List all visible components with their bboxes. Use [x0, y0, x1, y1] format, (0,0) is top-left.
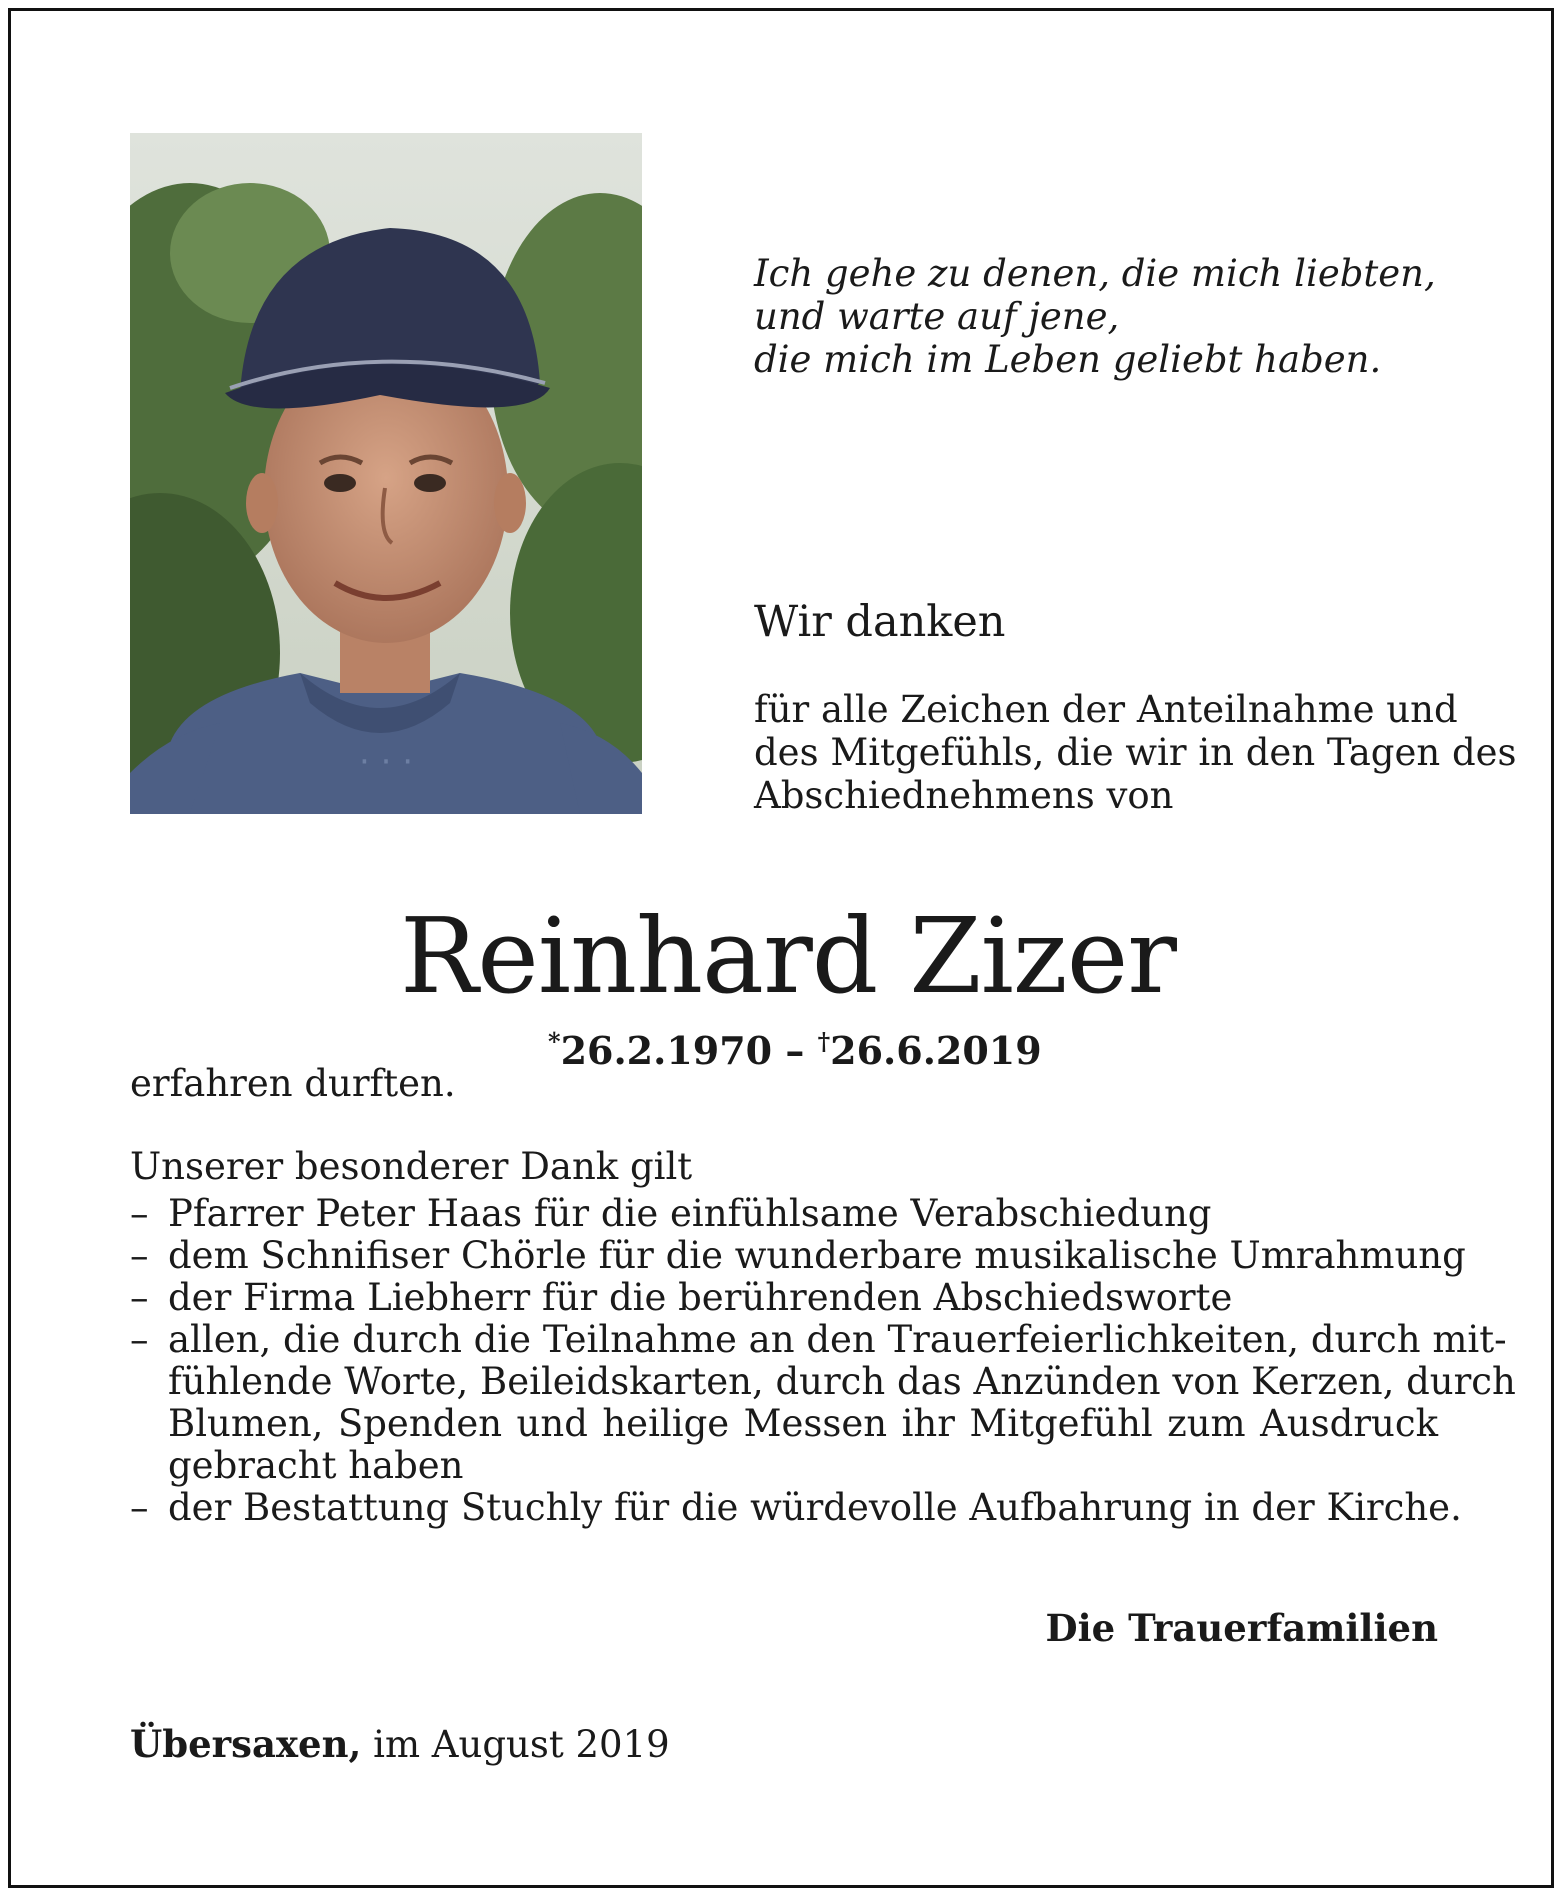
- dash-bullet: –: [130, 1318, 149, 1361]
- list-item-line: Pfarrer Peter Haas für die einfühlsame Verabschiedung: [168, 1192, 1212, 1235]
- poem: [754, 252, 1436, 381]
- thanks-body-line: des Mitgefühls, die wir in den Tagen des: [754, 731, 1517, 774]
- poem-line: und warte auf jene,: [754, 295, 1120, 338]
- special-thanks-intro: Unserer besonderer Dank gilt: [130, 1145, 693, 1188]
- special-thanks-list: [130, 1192, 1516, 1529]
- list-item-line: der Bestattung Stuchly für die würdevolle Aufbahrung in der Kirche.: [168, 1486, 1462, 1529]
- deceased-name: Reinhard Zizer: [399, 895, 1176, 1017]
- thanks-body: [754, 688, 1517, 817]
- list-item-line: allen, die durch die Teilnahme an den Trauerfeierlichkeiten, durch mit-: [168, 1318, 1507, 1361]
- dash-bullet: –: [130, 1486, 149, 1529]
- portrait-photo: [130, 133, 642, 814]
- list-item-line: der Firma Liebherr für die berührenden Abschiedsworte: [168, 1276, 1233, 1319]
- thanks-body-line: Abschiednehmens von: [754, 774, 1174, 817]
- life-dates: [548, 1020, 1042, 1073]
- place: Übersaxen,: [130, 1722, 362, 1766]
- poem-line: Ich gehe zu denen, die mich liebten,: [754, 252, 1436, 295]
- list-item-line: fühlende Worte, Beileidskarten, durch das Anzünden von Kerzen, durch: [168, 1360, 1516, 1403]
- poem-line: die mich im Leben geliebt haben.: [754, 338, 1382, 381]
- list-item: [130, 1193, 1438, 1235]
- date-separator: –: [772, 1028, 818, 1073]
- dash-bullet: –: [130, 1234, 149, 1277]
- list-item-line: dem Schnifiser Chörle für die wunderbare musikalische Umrahmung: [168, 1234, 1466, 1277]
- list-item: [130, 1486, 1462, 1529]
- birth-symbol: *: [548, 1027, 561, 1056]
- list-item: [130, 1318, 1516, 1487]
- signature: Die Trauerfamilien: [1045, 1606, 1438, 1650]
- death-date: 26.6.2019: [830, 1028, 1042, 1073]
- list-item: [130, 1234, 1466, 1277]
- thanks-body-line: für alle Zeichen der Anteilnahme und: [754, 688, 1458, 731]
- thanks-heading: Wir danken: [754, 597, 1006, 647]
- dash-bullet: –: [130, 1276, 149, 1319]
- svg-text:· · ·: · · ·: [358, 742, 414, 782]
- after-name-text: erfahren durften.: [130, 1062, 456, 1105]
- list-item-line: Blumen, Spenden und heilige Messen ihr Mitgefühl zum Ausdruck: [168, 1402, 1438, 1445]
- date: im August 2019: [373, 1723, 670, 1766]
- dash-bullet: –: [130, 1192, 149, 1235]
- portrait-illustration: [130, 133, 642, 814]
- birth-date: 26.2.1970: [560, 1028, 773, 1073]
- list-item-line: gebracht haben: [168, 1444, 464, 1487]
- death-symbol: †: [817, 1027, 831, 1056]
- place-date: [130, 1722, 670, 1767]
- list-item: [130, 1277, 1438, 1319]
